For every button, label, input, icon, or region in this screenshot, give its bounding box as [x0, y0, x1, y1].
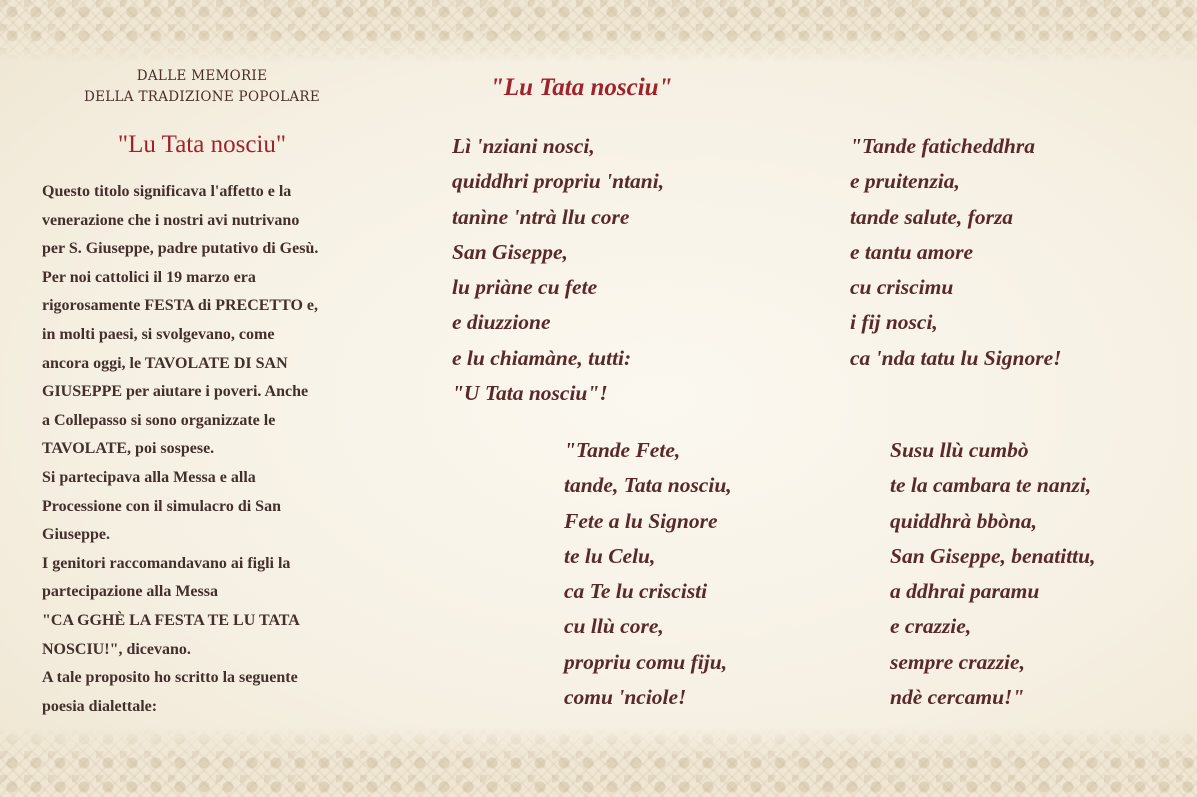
poem-line: "Tande Fete, — [564, 438, 681, 462]
poem-line: e diuzzione — [452, 310, 551, 335]
intro-line: NOSCIU!", dicevano. — [42, 640, 191, 658]
poem-line: quiddhri propriu 'ntani, — [452, 169, 665, 194]
intro-line: Per noi cattolici il 19 marzo era — [42, 268, 256, 286]
poem-line: tande salute, forza — [850, 204, 1014, 229]
poem-line: cu llù core, — [564, 614, 664, 639]
left-title: "Lu Tata nosciu" — [117, 131, 287, 158]
poem-stanza-1 — [452, 129, 664, 411]
intro-line: in molti paesi, si svolgevano, come — [42, 325, 275, 343]
poem-line: ndè cercamu!" — [890, 685, 1025, 710]
intro-line: ancora oggi, le TAVOLATE DI SAN — [42, 354, 288, 372]
poem-line: lu priàne cu fete — [452, 275, 598, 300]
intro-line: TAVOLATE, poi sospese. — [42, 440, 215, 458]
poem-line: tande, Tata nosciu, — [564, 473, 732, 498]
poem-line: Lì 'nziani nosci, — [452, 134, 595, 158]
poem-line: a ddhrai paramu — [890, 579, 1040, 604]
intro-line: a Collepasso si sono organizzate le — [42, 411, 276, 429]
poem-line: ca 'nda tatu lu Signore! — [850, 345, 1062, 370]
decorative-border-bottom — [0, 727, 1197, 797]
poem-line: comu 'nciole! — [564, 685, 687, 710]
poem-line: sempre crazzie, — [890, 649, 1025, 674]
intro-line: rigorosamente FESTA di PRECETTO e, — [42, 297, 319, 315]
header-line-2: DELLA TRADIZIONE POPOLARE — [84, 89, 320, 105]
intro-line: Processione con il simulacro di San — [42, 497, 281, 515]
poem-line: tanìne 'ntrà llu core — [452, 204, 630, 229]
poem-line: propriu comu fiju, — [564, 649, 728, 674]
intro-line: per S. Giuseppe, padre putativo di Gesù. — [42, 240, 319, 258]
poem-line: te la cambara te nanzi, — [890, 473, 1092, 498]
poem-line: quiddhrà bbòna, — [890, 508, 1037, 533]
intro-line: I genitori raccomandavano ai figli la — [42, 554, 291, 572]
intro-line: Si partecipava alla Messa e alla — [42, 468, 256, 486]
poem-line: e lu chiamàne, tutti: — [452, 345, 632, 370]
intro-text — [42, 178, 372, 721]
intro-line: A tale proposito ho scritto la seguente — [42, 669, 298, 687]
poem-line: i fij nosci, — [850, 310, 938, 335]
poem-line: te lu Celu, — [564, 543, 656, 568]
poem-line: "Tande faticheddhra — [850, 134, 1035, 158]
poem-line: cu criscimu — [850, 275, 954, 300]
poem-line: San Giseppe, — [452, 239, 568, 264]
intro-line: partecipazione alla Messa — [42, 583, 218, 601]
intro-line: GIUSEPPE per aiutare i poveri. Anche — [42, 383, 309, 401]
decorative-border-top — [0, 0, 1197, 62]
poem-line: "U Tata nosciu"! — [452, 381, 608, 406]
header-caption — [40, 66, 364, 108]
poem-line: Susu llù cumbò — [890, 438, 1029, 462]
poem-stanza-3 — [564, 433, 732, 715]
header-line-1: DALLE MEMORIE — [136, 68, 268, 84]
poem-line: e tantu amore — [850, 239, 974, 264]
poem-line: Fete a lu Signore — [564, 508, 718, 533]
intro-line: "CA GGHÈ LA FESTA TE LU TATA — [42, 611, 300, 629]
intro-line: Questo titolo significava l'affetto e la — [42, 183, 292, 200]
poem-stanza-2 — [850, 129, 1061, 376]
poem-line: ca Te lu criscisti — [564, 579, 708, 604]
poem-stanza-4 — [890, 433, 1095, 715]
intro-line: Giuseppe. — [42, 526, 111, 544]
intro-line: poesia dialettale: — [42, 697, 158, 715]
poem-line: e pruitenzia, — [850, 169, 960, 194]
intro-line: venerazione che i nostri avi nutrivano — [42, 211, 300, 229]
poem-line: San Giseppe, benatittu, — [890, 543, 1096, 568]
poem-line: e crazzie, — [890, 614, 972, 639]
poem-title: "Lu Tata nosciu" — [490, 74, 673, 101]
